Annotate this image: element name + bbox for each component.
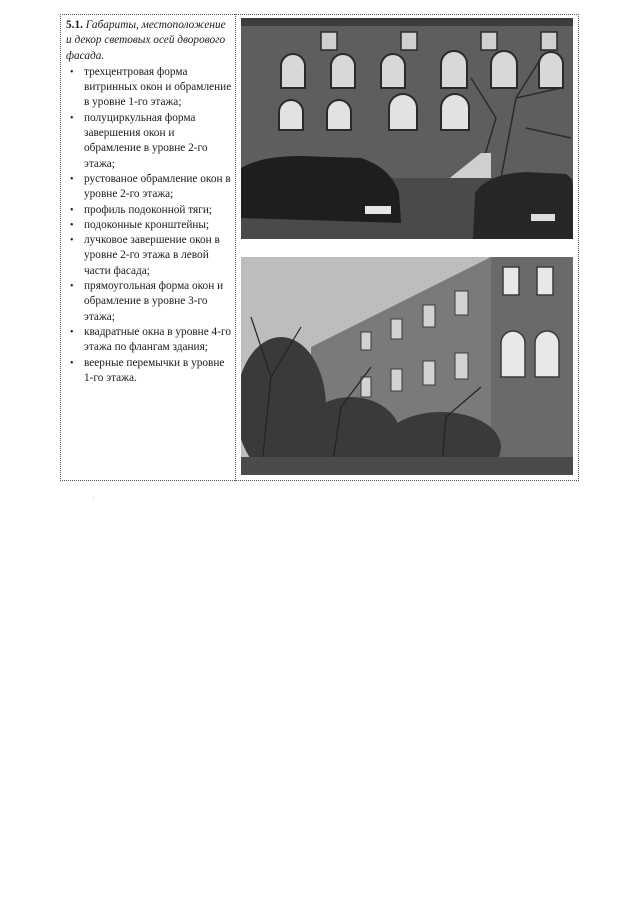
bullet-icon: • [70, 357, 74, 369]
list-item: • рустованое обрамление окон в уровне 2-го этажа; [70, 172, 231, 201]
list-item: • прямоугольная форма окон и обрамление в уровне 3-го этажа; [70, 280, 224, 323]
list-item: • профиль подоконной тяги; [66, 203, 232, 218]
bullet-icon: • [70, 326, 74, 338]
list-item: • квадратные окна в уровне 4-го этажа по флангам здания; [70, 325, 231, 354]
bullet-icon: • [70, 66, 74, 78]
scan-speck [93, 497, 94, 498]
bullet-icon: • [70, 112, 74, 124]
courtyard-facade-photo-top [241, 18, 573, 239]
section-title: Габариты, местоположение и декор световых осей дворового фасада. [66, 19, 226, 62]
list-item: • лучковое завершение окон в уровне 2-го этажа в левой части фасада; [70, 234, 220, 277]
column-divider [235, 14, 236, 481]
list-item: • веерные перемычки в уровне 1-го этажа. [70, 356, 225, 384]
photo-top-image [241, 18, 573, 239]
courtyard-facade-photo-bottom [241, 257, 573, 475]
bullet-icon: • [70, 219, 74, 231]
bullet-icon: • [70, 204, 74, 216]
text-column [66, 18, 232, 386]
list-item: • подоконные кронштейны; [66, 218, 232, 233]
bullet-icon: • [70, 235, 74, 247]
section-number: 5.1. [66, 19, 83, 31]
list-item: • трехцентровая форма витринных окон и обрамление в уровне 1-го этажа; [70, 65, 232, 109]
photo-bottom-image [241, 257, 573, 475]
section-heading [66, 18, 232, 64]
feature-list [66, 65, 232, 386]
list-item: • полуциркульная форма завершения окон и обрамление в уровне 2-го этажа; [70, 111, 208, 170]
bullet-icon: • [70, 281, 74, 293]
bullet-icon: • [70, 173, 74, 185]
